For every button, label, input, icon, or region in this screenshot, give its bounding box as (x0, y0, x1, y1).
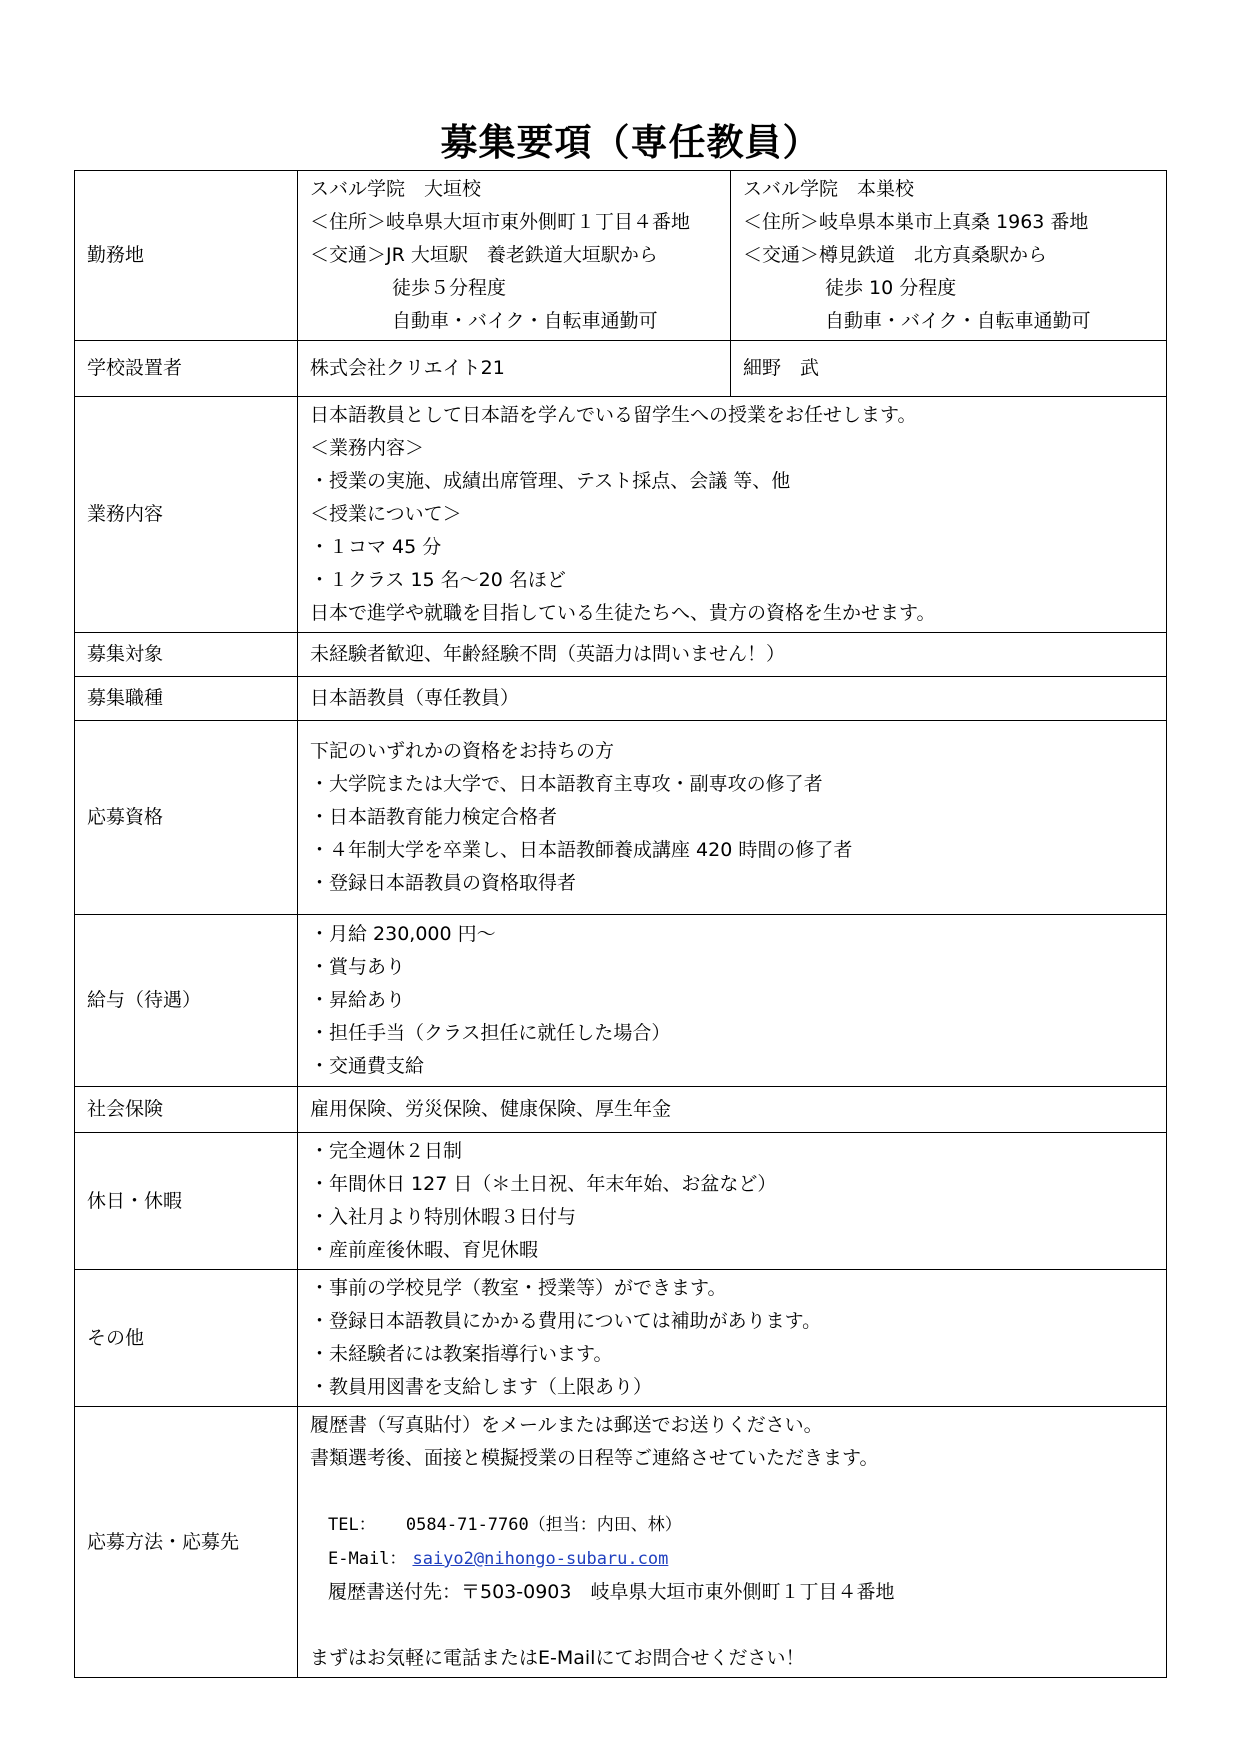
label-target: 募集対象 (75, 633, 298, 677)
duties-line: ・授業の実施、成績出席管理、テスト採点、会議 等、他 (310, 470, 791, 492)
label-founder: 学校設置者 (75, 341, 298, 397)
ogaki-access: ＜交通＞JR 大垣駅 養老鉄道大垣駅から (310, 244, 658, 266)
row-duties (75, 397, 1167, 633)
label-duties: 業務内容 (75, 397, 298, 633)
duties-line: 日本で進学や就職を目指している生徒たちへ、貴方の資格を生かせます。 (310, 602, 936, 624)
salary-content (298, 915, 1167, 1087)
page-title: 募集要項（専任教員） (440, 121, 821, 164)
motosu-access: ＜交通＞樽見鉄道 北方真桑駅から (743, 244, 1048, 266)
founder-company: 株式会社クリエイト21 (298, 341, 731, 397)
duties-line: ＜授業について＞ (310, 503, 462, 525)
duties-line: ＜業務内容＞ (310, 437, 425, 459)
label-holidays: 休日・休暇 (75, 1133, 298, 1270)
motosu-commute: 自動車・バイク・自転車通勤可 (825, 310, 1091, 332)
row-salary (75, 915, 1167, 1087)
apply-line1: 履歴書（写真貼付）をメールまたは郵送でお送りください。 (310, 1414, 823, 1436)
qualification-line: ・大学院または大学で、日本語教育主専攻・副専攻の修了者 (310, 773, 823, 795)
email-link[interactable]: saiyo2@nihongo-subaru.com (412, 1549, 669, 1569)
insurance-text: 雇用保険、労災保険、健康保険、厚生年金 (298, 1087, 1167, 1133)
other-line: ・未経験者には教案指導行います。 (310, 1343, 613, 1365)
holiday-line: ・完全週休２日制 (310, 1140, 463, 1162)
salary-line: ・昇給あり (310, 989, 406, 1011)
motosu-name: スバル学院 本巣校 (743, 178, 915, 200)
label-qualifications: 応募資格 (75, 721, 298, 915)
row-job-type (75, 677, 1167, 721)
ogaki-walk: 徒歩５分程度 (392, 277, 507, 299)
duties-line: ・１クラス 15 名～20 名ほど (310, 569, 566, 591)
salary-line: ・月給 230,000 円～ (310, 923, 496, 945)
holidays-content (298, 1133, 1167, 1270)
row-qualifications (75, 721, 1167, 915)
job-type-text: 日本語教員（専任教員） (298, 677, 1167, 721)
holiday-line: ・入社月より特別休暇３日付与 (310, 1206, 577, 1228)
label-location: 勤務地 (75, 171, 298, 341)
tel-line (310, 1508, 1154, 1542)
email-line (310, 1542, 1154, 1576)
row-other (75, 1270, 1167, 1407)
label-salary: 給与（待遇） (75, 915, 298, 1087)
recruitment-table (74, 170, 1167, 1678)
location-motosu (731, 171, 1167, 341)
label-job-type: 募集職種 (75, 677, 298, 721)
duties-content (298, 397, 1167, 633)
tel-value[interactable]: 0584-71-7760（担当：内田、林） (405, 1515, 682, 1535)
other-line: ・教員用図書を支給します（上限あり） (310, 1376, 653, 1398)
closing-text: まずはお気軽に電話またはE-Mailにてお問合せください！ (310, 1647, 805, 1669)
row-location (75, 171, 1167, 341)
apply-content (298, 1407, 1167, 1678)
row-holidays (75, 1133, 1167, 1270)
qualifications-content (298, 721, 1167, 915)
tel-label: TEL： (328, 1515, 376, 1535)
qualification-line: ・日本語教育能力検定合格者 (310, 806, 558, 828)
spacer (310, 1475, 1154, 1508)
target-text: 未経験者歓迎、年齢経験不問（英語力は問いません！） (298, 633, 1167, 677)
other-content (298, 1270, 1167, 1407)
row-founder (75, 341, 1167, 397)
salary-line: ・担任手当（クラス担任に就任した場合） (310, 1022, 671, 1044)
other-line: ・事前の学校見学（教室・授業等）ができます。 (310, 1277, 727, 1299)
email-label: E-Mail： (328, 1549, 407, 1569)
motosu-address: ＜住所＞岐阜県本巣市上真桑 1963 番地 (743, 211, 1089, 233)
qualification-line: ・４年制大学を卒業し、日本語教師養成講座 420 時間の修了者 (310, 839, 853, 861)
qualification-line: ・登録日本語教員の資格取得者 (310, 872, 577, 894)
holiday-line: ・産前産後休暇、育児休暇 (310, 1239, 539, 1261)
spacer (310, 1609, 1154, 1642)
duties-line: ・１コマ 45 分 (310, 536, 442, 558)
other-line: ・登録日本語教員にかかる費用については補助があります。 (310, 1310, 822, 1332)
holiday-line: ・年間休日 127 日（＊土日祝、年末年始、お盆など） (310, 1173, 777, 1195)
row-insurance (75, 1087, 1167, 1133)
salary-line: ・交通費支給 (310, 1055, 425, 1077)
ogaki-commute: 自動車・バイク・自転車通勤可 (392, 310, 658, 332)
row-apply (75, 1407, 1167, 1678)
founder-person: 細野 武 (731, 341, 1167, 397)
motosu-walk: 徒歩 10 分程度 (825, 277, 957, 299)
label-insurance: 社会保険 (75, 1087, 298, 1133)
duties-line: 日本語教員として日本語を学んでいる留学生への授業をお任せします。 (310, 404, 917, 426)
salary-line: ・賞与あり (310, 956, 406, 978)
mail-address: 履歴書送付先：〒503-0903 岐阜県大垣市東外側町１丁目４番地 (328, 1581, 895, 1603)
ogaki-address: ＜住所＞岐阜県大垣市東外側町１丁目４番地 (310, 211, 691, 233)
apply-line2: 書類選考後、面接と模擬授業の日程等ご連絡させていただきます。 (310, 1447, 879, 1469)
qualification-line: 下記のいずれかの資格をお持ちの方 (310, 740, 615, 762)
ogaki-name: スバル学院 大垣校 (310, 178, 482, 200)
location-ogaki (298, 171, 731, 341)
label-other: その他 (75, 1270, 298, 1407)
row-target (75, 633, 1167, 677)
label-apply: 応募方法・応募先 (75, 1407, 298, 1678)
